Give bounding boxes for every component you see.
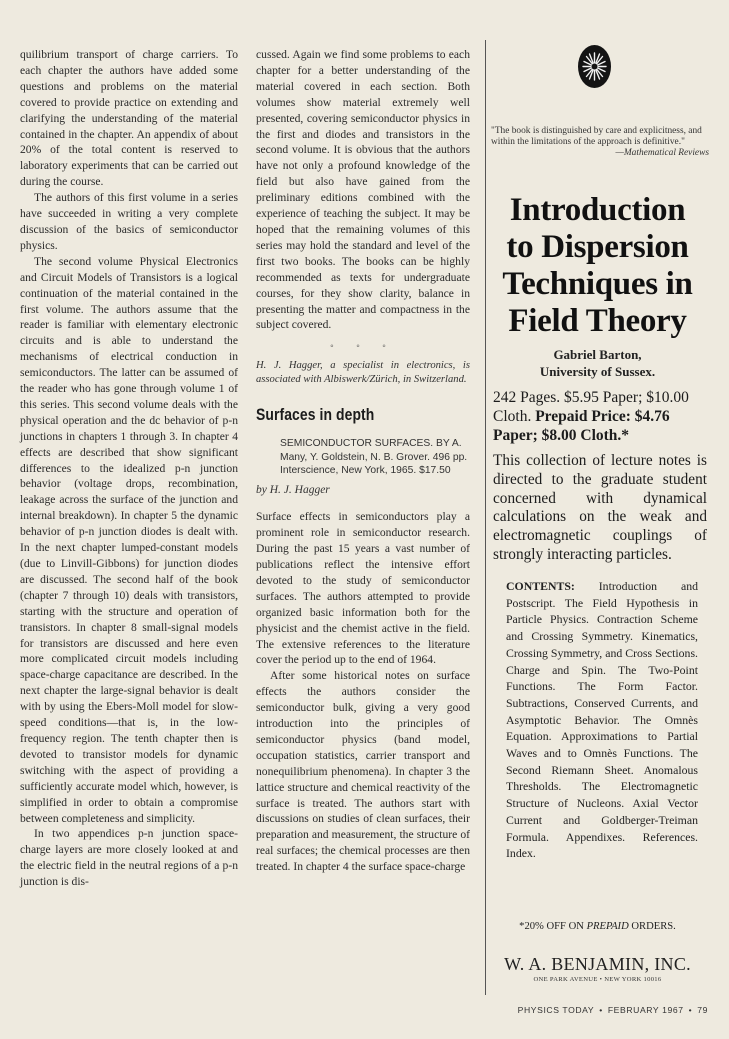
price-regular: 242 Pages. $5.95 Paper; $10.00 Cloth. bbox=[493, 389, 689, 425]
page-number: 79 bbox=[697, 1005, 708, 1015]
book-description: This collection of lecture notes is directed to the graduate student concerned with dynamical calculations on the weak and electromagnetic couplings of strongly interacting particles. bbox=[493, 452, 707, 563]
body-paragraph: After some historical notes on surface effects the authors consider the semiconductor bulk, giving a very good introduction into the principles of semiconductor physics (band model, occupation statistics, carrier transport and nonequilibrium phenomena). In chapter 3 the lattice structure and chemical reactivity of the surface is treated. The authors start with discussions on studies of clean surfaces, their preparation and measurement, the structure of real surfaces; the chemical processes are then treated. In chapter 4 the surface space-charge bbox=[256, 669, 470, 874]
body-paragraph: In two appendices p-n junction space-charge layers are more closely looked at and the electric field in the neutral regions of a p-n junction is dis- bbox=[20, 827, 238, 889]
body-paragraph: Surface effects in semiconductors play a prominent role in semiconductor research. During the past 15 years a vast number of publications reflect the intensive effort devoted to the study of semiconductor surfaces. The authors attempted to provide organized basic information both for the physicist and the chemist active in the field. The extensive references to the literature cover the period up to the end of 1964. bbox=[256, 510, 470, 667]
book-citation: SEMICONDUCTOR SURFACES. BY A. Many, Y. Goldstein, N. B. Grover. 496 pp. Interscience, New York, 1965. $17.50 bbox=[280, 438, 468, 476]
offer-percent: *20% bbox=[519, 921, 544, 932]
offer-prepaid: PREPAID bbox=[586, 921, 629, 932]
advertised-book-title bbox=[490, 192, 705, 340]
quote-source: —Mathematical Reviews bbox=[615, 148, 709, 159]
title-line: to Dispersion bbox=[506, 229, 689, 265]
review-column-middle bbox=[256, 47, 470, 875]
book-contents bbox=[506, 578, 698, 862]
offer-orders: ORDERS. bbox=[631, 921, 676, 932]
publisher-address: ONE PARK AVENUE • NEW YORK 10016 bbox=[533, 976, 662, 983]
body-paragraph: The authors of this first volume in a series have succeeded in writing a very complete discussion of the basics of semiconductor physics. bbox=[20, 191, 238, 252]
body-paragraph: The second volume Physical Electronics and Circuit Models of Transistors is a logical continuation of the material contained in the first volume. The authors assume that the reader is familiar with elementary electronic circuits and is able to understand the mechanisms of electrical conduction in semiconductors. The latter can be assumed of the reader who has gone through volume 1 of this series. This second volume deals with the physical operation and the dc behavior of p-n junctions in chapters 1 through 3. In chapter 4 effects are described that show significant differences to the idealized p-n junction behavior (voltage drops, recombination, leakage across the surface of the junction and internal breakdown). In chapter 5 the dynamic behavior of p-n junction diodes is dealt with. In the next chapter lumped-constant models (due to Linvill-Gibbons) for junction diodes are discussed. The second half of the book (chapter 7 through 10) deals with transistors, starting with the structure and operation of transistors. In chapter 8 small-signal models for transistors are discussed and here even more complicated circuit models including space-charge capacitance are described. In the next chapter the large-signal behavior is dealt with by using the Ebers-Moll model for slow-speed conditions—that is, in the low-frequency region. The tenth chapter then is devoted to transistor models for dynamic switching with the aspect of providing a sufficiently accurate model which, however, is simplified in order to obtain a compromise between completeness and simplicity. bbox=[20, 254, 238, 825]
contents-label: CONTENTS: bbox=[506, 579, 575, 593]
footer-bullet: • bbox=[599, 1005, 603, 1015]
price-prepaid: Prepaid Price: $4.76 Paper; $8.00 Cloth.* bbox=[493, 407, 670, 444]
book-author bbox=[490, 346, 705, 380]
review-column-left bbox=[20, 47, 238, 890]
author-name: Gabriel Barton, bbox=[553, 347, 642, 362]
title-line: Field Theory bbox=[508, 303, 687, 339]
footer-bullet: • bbox=[688, 1005, 693, 1015]
author-affiliation: University of Sussex. bbox=[539, 364, 656, 379]
reviewer-bio: H. J. Hagger, a specialist in electronics, is associated with Albiswerk/Zürich, in Switzerland. bbox=[256, 360, 470, 386]
page-footer bbox=[488, 1005, 708, 1015]
issue-date: FEBRUARY 1967 bbox=[607, 1005, 684, 1015]
publisher-name: W. A. BENJAMIN, INC. bbox=[504, 954, 691, 974]
offer-text: OFF ON bbox=[546, 921, 584, 932]
quote-text: "The book is distinguished by care and explicitness, and within the limitations of the approach is definitive." bbox=[491, 126, 702, 148]
column-divider bbox=[485, 40, 486, 995]
section-title: Surfaces in depth bbox=[256, 405, 375, 425]
body-paragraph: cussed. Again we find some problems to each chapter for a better understanding of the material covered in each section. Both volumes show material extremely well presented, covering semiconductor physics in the first and diodes and transistors in the second volume. It is obvious that the authors have not only a profound knowledge of the field but also have gained from the preliminary editions combined with the experience of teaching the subject. It may be hoped that the remaining volumes of this series may hold the standard and level of the first two books. The books can be highly recommended as texts for undergraduate courses, for they show clarity, balance in presenting the matter and compactness in the subject covered. bbox=[256, 48, 470, 332]
body-paragraph: quilibrium transport of charge carriers. To each chapter the authors have added some questions and problems on the material covered to provide practice on extending and clarifying the understanding of the material contained in the chapter. An appendix of about 20% of the total content is reserved to laboratory experiments that can be carried out during the course. bbox=[20, 48, 238, 189]
review-quote bbox=[491, 126, 709, 160]
publisher-logo-icon bbox=[577, 44, 612, 89]
title-line: Techniques in bbox=[502, 266, 693, 302]
prepaid-offer bbox=[490, 921, 705, 932]
contents-list: Introduction and Postscript. The Field Hypothesis in Particle Physics. Contraction Scheme and Crossing Symmetry. Kinematics, Crossing Symmetry, and Cross Sections. Charge and Spin. The Two-Point Functions. The Form Factor. Subtractions, Conserved Currents, and Asymptotic Behavior. The Omnès Equation. Approximations to Partial Waves and to Omnès Functions. The Second Riemann Sheet. Anomalous Thresholds. The Electromagnetic Structure of Nucleons. Axial Vector Current and Goldberger-Treiman Formula. Appendixes. References. Index. bbox=[506, 579, 698, 861]
book-pricing bbox=[493, 389, 707, 445]
section-separator: ◦ ◦ ◦ bbox=[330, 341, 396, 353]
journal-name: PHYSICS TODAY bbox=[517, 1005, 595, 1015]
review-byline: by H. J. Hagger bbox=[256, 484, 330, 497]
title-line: Introduction bbox=[509, 192, 686, 228]
